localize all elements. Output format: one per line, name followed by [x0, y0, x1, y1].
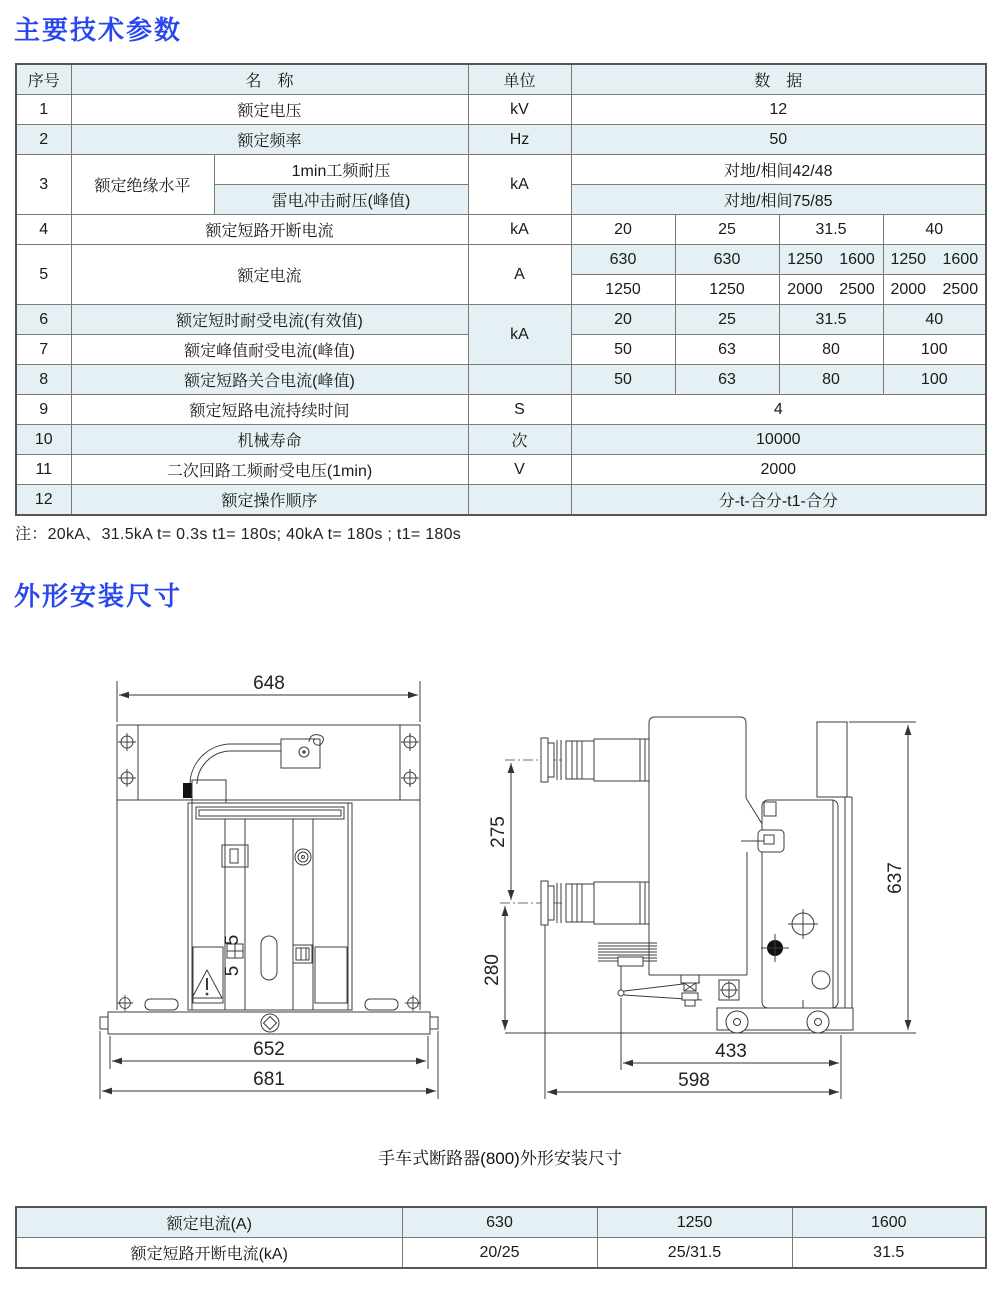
table-footnote: 注：20kA、31.5kA t= 0.3s t1= 180s; 40kA t= 180s ; t1= 180s [15, 526, 462, 543]
cell-no: 5 [16, 245, 71, 305]
cell-data: 2000 [571, 455, 986, 485]
table-row [16, 455, 986, 485]
cell-data: 对地/相间75/85 [571, 185, 986, 215]
cell-data: 25/31.5 [597, 1238, 792, 1269]
cell-data: 1250 [597, 1207, 792, 1238]
cell-data: 20 [571, 215, 675, 245]
cell-data: 63 [675, 335, 779, 365]
cell-data: 分-t-合分-t1-合分 [571, 485, 986, 516]
cell-unit: kA [468, 305, 571, 365]
side-view-drawing [482, 717, 916, 1099]
handle [365, 999, 398, 1010]
cell-data: 50 [571, 365, 675, 395]
dim-637-label: 637 [885, 862, 906, 894]
cell-data: 1250 1600 [883, 245, 986, 275]
cell-data: 100 [883, 335, 986, 365]
front-view-drawing [100, 673, 438, 1099]
dimension-drawings [0, 620, 1000, 1180]
dim-280-label: 280 [482, 954, 503, 986]
cell-no: 3 [16, 155, 71, 215]
cell-name: 额定短时耐受电流(有效值) [71, 305, 468, 335]
cell-no: 10 [16, 425, 71, 455]
svg-text:5: 5 [222, 965, 243, 977]
table-row [16, 365, 986, 395]
cell-data: 80 [779, 335, 883, 365]
table-row [16, 395, 986, 425]
crosshair-mark [401, 733, 419, 751]
cell-name: 机械寿命 [71, 425, 468, 455]
cell-no: 2 [16, 125, 71, 155]
cell-unit: Hz [468, 125, 571, 155]
drawing-caption: 手车式断路器(800)外形安装尺寸 [378, 1149, 622, 1168]
cell-data: 630 [675, 245, 779, 275]
table-row [16, 1238, 986, 1269]
cell-data: 2000 2500 [779, 275, 883, 305]
cell-data: 50 [571, 125, 986, 155]
cell-unit: V [468, 455, 571, 485]
cell-data: 31.5 [792, 1238, 986, 1269]
cell-unit: A [468, 245, 571, 305]
header-unit: 单位 [468, 64, 571, 95]
crosshair-mark [405, 995, 421, 1011]
header-no: 序号 [16, 64, 71, 95]
crosshair-mark [118, 769, 136, 787]
table-row [16, 305, 986, 335]
cell-name: 二次回路工频耐受电压(1min) [71, 455, 468, 485]
cell-unit: kA [468, 215, 571, 245]
cell-name: 额定峰值耐受电流(峰值) [71, 335, 468, 365]
cell-data: 50 [571, 335, 675, 365]
cell-data: 31.5 [779, 215, 883, 245]
cell-name: 额定短路开断电流 [71, 215, 468, 245]
cell-data: 630 [402, 1207, 597, 1238]
dim-275-label: 275 [488, 816, 509, 848]
cell-data: 20 [571, 305, 675, 335]
cell-label: 额定电流(A) [16, 1207, 402, 1238]
cell-no: 4 [16, 215, 71, 245]
cell-no: 11 [16, 455, 71, 485]
crosshair-mark [401, 769, 419, 787]
table-row [16, 155, 986, 185]
cell-unit: S [468, 395, 571, 425]
cell-name: 额定绝缘水平 [71, 155, 214, 215]
dim-652-label: 652 [253, 1039, 285, 1060]
cell-data: 2000 2500 [883, 275, 986, 305]
upper-terminal [505, 738, 649, 782]
crosshair-mark [118, 733, 136, 751]
slot-oval [261, 936, 277, 980]
warning-triangle-icon [192, 970, 222, 998]
bolt-assembly [681, 975, 699, 1006]
cell-data: 63 [675, 365, 779, 395]
cell-label: 额定短路开断电流(kA) [16, 1238, 402, 1269]
cell-name: 额定电压 [71, 95, 468, 125]
cell-name: 额定频率 [71, 125, 468, 155]
cell-no: 1 [16, 95, 71, 125]
table-row [16, 125, 986, 155]
cell-unit: kA [468, 155, 571, 215]
section-title-dimensions: 外形安装尺寸 [14, 581, 183, 611]
wheel [807, 1011, 829, 1033]
cell-data: 1250 [675, 275, 779, 305]
cell-data: 对地/相间42/48 [571, 155, 986, 185]
cell-name: 额定操作顺序 [71, 485, 468, 516]
dim-648-label: 648 [253, 673, 285, 694]
cell-subname: 雷电冲击耐压(峰值) [214, 185, 468, 215]
cell-no: 8 [16, 365, 71, 395]
cell-unit: 次 [468, 425, 571, 455]
cell-data: 4 [571, 395, 986, 425]
section-title-main-params: 主要技术参数 [14, 15, 183, 45]
table-header-row [16, 64, 986, 95]
cell-empty-unit [468, 485, 571, 516]
interlock-latch [741, 830, 784, 852]
rating-table [15, 1206, 987, 1269]
cell-data: 25 [675, 305, 779, 335]
cell-data: 10000 [571, 425, 986, 455]
square-bolt [719, 980, 739, 1000]
cell-data: 40 [883, 215, 986, 245]
table-row [16, 425, 986, 455]
cell-data: 100 [883, 365, 986, 395]
table-row [16, 485, 986, 516]
cell-data: 40 [883, 305, 986, 335]
cell-name: 额定短路电流持续时间 [71, 395, 468, 425]
dim-433-label: 433 [715, 1041, 747, 1062]
cell-data: 1250 1600 [779, 245, 883, 275]
table-row [16, 95, 986, 125]
cell-data: 80 [779, 365, 883, 395]
svg-text:5: 5 [222, 934, 243, 946]
table-row [16, 245, 986, 275]
cell-no: 12 [16, 485, 71, 516]
square-drive-mark [261, 1014, 279, 1032]
cell-data: 630 [571, 245, 675, 275]
dim-681-label: 681 [253, 1069, 285, 1090]
handle [145, 999, 178, 1010]
cell-name: 额定短路关合电流(峰值) [71, 365, 468, 395]
cell-subname: 1min工频耐压 [214, 155, 468, 185]
secondary-cable [183, 735, 323, 803]
cell-data: 1600 [792, 1207, 986, 1238]
params-table [15, 63, 987, 516]
cell-data: 20/25 [402, 1238, 597, 1269]
cell-data: 1250 [571, 275, 675, 305]
cell-no: 6 [16, 305, 71, 335]
dim-598-label: 598 [678, 1070, 710, 1091]
cell-name: 额定电流 [71, 245, 468, 305]
wheel [726, 1011, 748, 1033]
cell-data: 25 [675, 215, 779, 245]
cell-unit: kV [468, 95, 571, 125]
cell-no: 9 [16, 395, 71, 425]
header-name: 名 称 [71, 64, 468, 95]
table-row [16, 1207, 986, 1238]
cell-data: 31.5 [779, 305, 883, 335]
header-data: 数 据 [571, 64, 986, 95]
crosshair-mark [117, 995, 133, 1011]
cell-empty-unit [468, 365, 571, 395]
lower-terminal [500, 881, 649, 925]
table-row [16, 215, 986, 245]
cell-data: 12 [571, 95, 986, 125]
cell-no: 7 [16, 335, 71, 365]
